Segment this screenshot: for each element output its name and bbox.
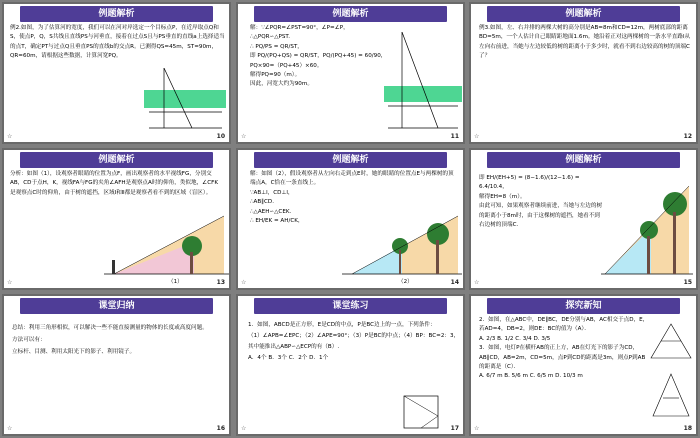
slide-title: 例题解析	[254, 6, 447, 22]
star-icon: ☆	[241, 133, 247, 140]
slide-number: 15	[683, 279, 692, 286]
slide-thumb-16[interactable]	[2, 294, 231, 436]
slide-number: 10	[216, 133, 225, 140]
slide-thumb-10[interactable]	[2, 2, 231, 144]
star-icon: ☆	[474, 425, 480, 432]
river-diagram	[144, 68, 226, 134]
star-icon: ☆	[241, 279, 247, 286]
slide-body-text: 解：∵∠PQR=∠PST=90°，∠P=∠P， ∴△PQR∽△PST. ∴ PQ/PS = QR/ST， 即 PQ/(PQ+QS) = QR/ST，PQ/(PQ+45) = 60/90， PQ×90=（PQ+45）×60。 解得PQ=90（m）。 因此，河宽大约为90m。	[250, 25, 387, 88]
slide-body-text: 例3.如图，左、右并排的两棵大树的高分别是AB=8m和CD=12m，两树底部的距离BD=5m，一个人估计自己眼睛距地面1.6m。她沿着正对这两棵树的一条水平直路l从左向右前进，当她与左边较低的树的距离小于多少时，就看不到右边较高的树的顶端C了？	[479, 25, 691, 60]
slide-number: 17	[450, 425, 459, 432]
triangle-diagram	[647, 322, 695, 362]
slide-thumb-15[interactable]	[469, 148, 698, 290]
slide-title: 例题解析	[487, 152, 680, 168]
slide-number: 13	[216, 279, 225, 286]
slide-body-text: 1．如图，ABCD是正方形，E是CD的中点，P是BC边上的一点，下列条件： （1）∠APB=∠EPC；（2）∠APE=90°；（3）P是BC的中点；（4）BP：BC=2：3，其中能推出△ABP∽△ECP的有（B）. A．4个 B．3个 C．2个 D．1个	[248, 322, 460, 361]
slide-title: 课堂练习	[254, 298, 447, 314]
star-icon: ☆	[474, 279, 480, 286]
slide-title: 课堂归纳	[20, 298, 213, 314]
figure-caption: （1）	[168, 279, 183, 285]
slide-body-text: 分析：如图（1），设观察者眼睛的位置为点F，画出观察者的水平视线FG，分别交AB，CD于点H，K，视线FA与FG的夹角∠AFH是观察点A时的仰角，类似地，∠CFK是观察点C时的仰角，由于树的遮挡，区域Ⅰ和Ⅱ都是观察者看不到的区域（盲区）。	[10, 171, 218, 196]
slide-thumb-14[interactable]	[236, 148, 465, 290]
tree-sightline-diagram-1	[104, 212, 229, 288]
square-diagram	[398, 392, 446, 432]
star-icon: ☆	[7, 133, 13, 140]
slide-title: 例题解析	[20, 152, 213, 168]
slide-title: 探究新知	[487, 298, 680, 314]
star-icon: ☆	[241, 425, 247, 432]
slide-number: 16	[216, 425, 225, 432]
slide-number: 11	[450, 133, 459, 140]
slide-title: 例题解析	[487, 6, 680, 22]
slide-number: 14	[450, 279, 459, 286]
slide-body-text: 2．如图，在△ABC中，DE∥BC，DE分别与AB，AC相交于点D，E，若AD=4，DB=2，则DE：BC的值为（A）． A. 2/3 B. 1/2 C. 3/4 D. 3/5 3．如图，电灯P在横杆AB的正上方，AB在灯光下的影子为CD，AB∥CD，AB=2m，CD=5m，点P到CD的距离是3m，则点P到AB的距离是（C）． A. 6/7 m B. 5/6 m C. 6/5 m D. 10/3 m	[479, 317, 649, 380]
slide-thumb-17[interactable]	[236, 294, 465, 436]
slide-number: 12	[683, 133, 692, 140]
tree-sightline-diagram-3	[601, 178, 693, 288]
lamp-diagram	[647, 372, 695, 422]
slide-body-text: 即 EH/(EH+5) = (8−1.6)/(12−1.6) = 6.4/10.4， 解得EH=8（m）。 由此可知，如果观察者继续前进，当她与左边的树的距离小于8m时，由于这棵树的遮挡，她看不到右边树的顶端C.	[479, 175, 603, 229]
star-icon: ☆	[7, 425, 13, 432]
slide-thumb-13[interactable]	[2, 148, 231, 290]
river-diagram	[384, 32, 462, 132]
star-icon: ☆	[474, 133, 480, 140]
slide-body-text: 解：如图（2），假设观察者从左向右走到点E时，她的眼睛的位置点E与两棵树的顶端点A，C恰在一条直线上。 ∵AB⊥l，CD⊥l， ∴AB∥CD. ∴△AEH∽△CEK. ∴ EH/EK = AH/CK，	[250, 171, 454, 225]
slide-thumb-18[interactable]	[469, 294, 698, 436]
slide-body-text: 例2.如图，为了估算河的宽度，我们可以在河对岸选定一个目标点P，在近岸取点Q和S，使点P，Q，S共线且直线PS与河垂直，接着在过点S且与PS垂直的直线a上选择适当的点T，确定PT与过点Q且垂直PS的直线b的交点R。已测得QS=45m，ST=90m，QR=60m，请根据这些数据，计算河宽PQ。	[10, 25, 225, 60]
figure-caption: （2）	[398, 279, 413, 285]
slide-thumb-11[interactable]	[236, 2, 465, 144]
tree-sightline-diagram-2	[342, 212, 462, 288]
slide-title: 例题解析	[20, 6, 213, 22]
slide-title: 例题解析	[254, 152, 447, 168]
slide-thumb-12[interactable]	[469, 2, 698, 144]
slide-body-text: 总结：利用三角形相似，可以解决一些不能直接测量的物体的长度或高度问题。 方法可以有： 立标杆、目测、利用太阳光下的影子、利用镜子。	[12, 325, 208, 355]
star-icon: ☆	[7, 279, 13, 286]
slide-number: 18	[683, 425, 692, 432]
